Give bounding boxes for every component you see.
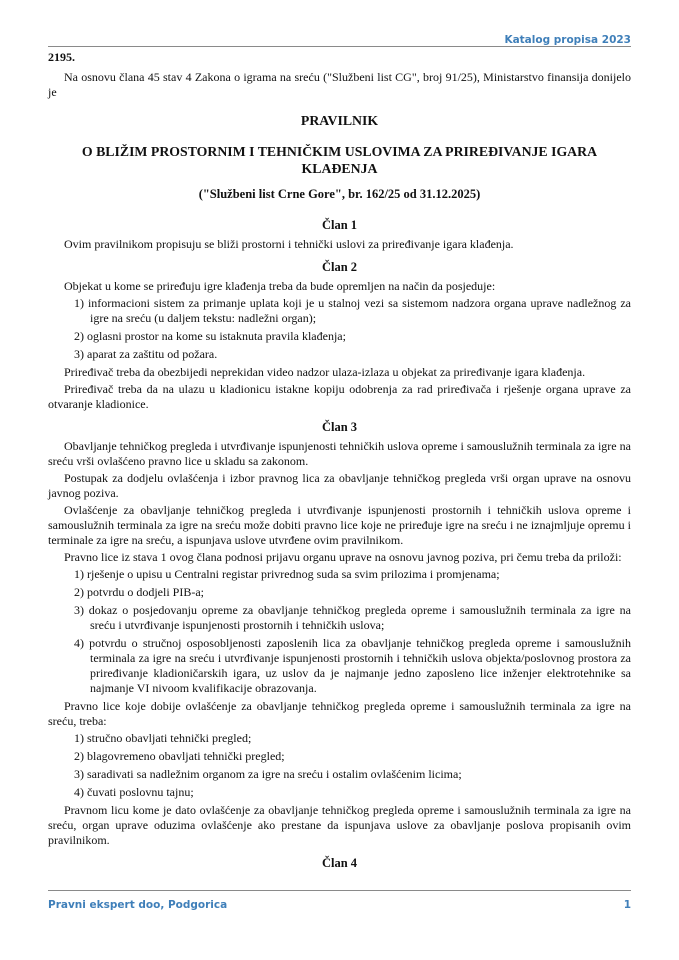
document-subtitle: O BLIŽIM PROSTORNIM I TEHNIČKIM USLOVIMA ZA PRIREĐIVANJE IGARA KLAĐENJA [81,144,598,176]
list-item: 4) potvrdu o stručnoj osposobljenosti zaposlenih lica za obavljanje tehničkog pregleda opreme i samouslužnih terminala za igre na sreću i utvrđivanje ispunjenosti prostornih i tehničkih uslova objekta/poslovnog prostora za priređivanje kladioničarskih igara, uz uslov da je najmanje jedno zaposleno lice inženjer elektrotehnike sa najmanje VI nivoom kvalifikacije obrazovanja. [74,636,631,695]
list-item: 1) rješenje o upisu u Centralni registar privrednog suda sa svim prilozima i promjenama; [74,567,500,581]
list-item: 2) blagovremeno obavljati tehnički pregled; [74,749,285,763]
paragraph: Ovlašćenje za obavljanje tehničkog pregleda i utvrđivanje ispunjenosti prostornih i tehničkih uslova opreme i samouslužnih terminala za igre na sreću može dobiti pravno lice koje ne priređuje igre na sreću i ne iznajmljuje opremu i terminale za igre na sreću, a ispunjava uslove utvrđene ovim pravilnikom. [48,503,631,547]
list-item: 4) čuvati poslovnu tajnu; [74,785,194,799]
document-body [48,50,631,875]
list-item: 3) aparat za zaštitu od požara. [74,347,218,361]
list-item: 2) oglasni prostor na kome su istaknuta pravila klađenja; [74,329,346,343]
list-item: 1) informacioni sistem za primanje uplata koji je u stalnoj vezi sa sistemom nadzora organa uprave nadležnog za igre na sreću (u daljem tekstu: nadležni organ); [74,296,631,325]
article-heading: Član 2 [321,260,358,274]
article-heading: Član 3 [321,420,358,434]
paragraph: Objekat u kome se priređuju igre klađenja treba da bude opremljen na način da posjeduje: [64,279,496,293]
article-heading: Član 1 [321,218,358,232]
list-item: 3) dokaz o posjedovanju opreme za obavljanje tehničkog pregleda opreme i samouslužnih terminala za igre na sreću i utvrđivanje ispunjenosti prostornih i tehničkih uslova; [74,603,631,632]
paragraph: Priređivač treba da obezbijedi neprekidan video nadzor ulaza-izlaza u objekat za priređivanje igara klađenja. [64,365,586,379]
paragraph: Pravnom licu kome je dato ovlašćenje za obavljanje tehničkog pregleda opreme i samouslužnih terminala za igre na sreću, organ uprave oduzima ovlašćenje ako prestane da ispunjava uslove za obavljanje poslova propisanih ovim pravilnikom. [48,803,631,847]
list-item: 2) potvrdu o dodjeli PIB-a; [74,585,204,599]
page-footer [48,890,631,911]
article-heading: Član 4 [321,856,358,870]
paragraph: Pravno lice iz stava 1 ovog člana podnosi prijavu organu uprave na osnovu javnog poziva, pri čemu treba da priloži: [64,550,622,564]
page-header [48,28,631,47]
regulation-number: 2195. [48,50,75,64]
page-number: 1 [623,899,631,911]
intro-paragraph: Na osnovu člana 45 stav 4 Zakona o igrama na sreću ("Službeni list CG", broj 91/25), Ministarstvo finansija donijelo je [48,70,631,99]
list-item: 3) saradivati sa nadležnim organom za igre na sreću i ostalim ovlašćenim licima; [74,767,462,781]
paragraph: Pravno lice koje dobije ovlašćenje za obavljanje tehničkog pregleda opreme i samouslužnih terminala za igre na sreću, treba: [48,699,631,728]
paragraph: Priređivač treba da na ulazu u kladionicu istakne kopiju odobrenja za rad priređivača i rješenje organa uprave za otvaranje kladionice. [48,382,631,411]
document-title: PRAVILNIK [300,113,379,128]
catalog-title: Katalog propisa 2023 [504,34,631,46]
paragraph: Postupak za dodjelu ovlašćenja i izbor pravnog lica za obavljanje tehničkog pregleda vrši organ uprave na osnovu javnog poziva. [48,471,631,500]
publisher-name: Pravni ekspert doo, Podgorica [48,899,228,911]
paragraph: Ovim pravilnikom propisuju se bliži prostorni i tehnički uslovi za priređivanje igara klađenja. [64,237,514,251]
list-item: 1) stručno obavljati tehnički pregled; [74,731,252,745]
paragraph: Obavljanje tehničkog pregleda i utvrđivanje ispunjenosti tehničkih uslova opreme i samouslužnih terminala za igre na sreću vrši ovlašćeno pravno lice u skladu sa zakonom. [48,439,631,468]
gazette-reference: ("Službeni list Crne Gore", br. 162/25 od 31.12.2025) [198,187,481,201]
